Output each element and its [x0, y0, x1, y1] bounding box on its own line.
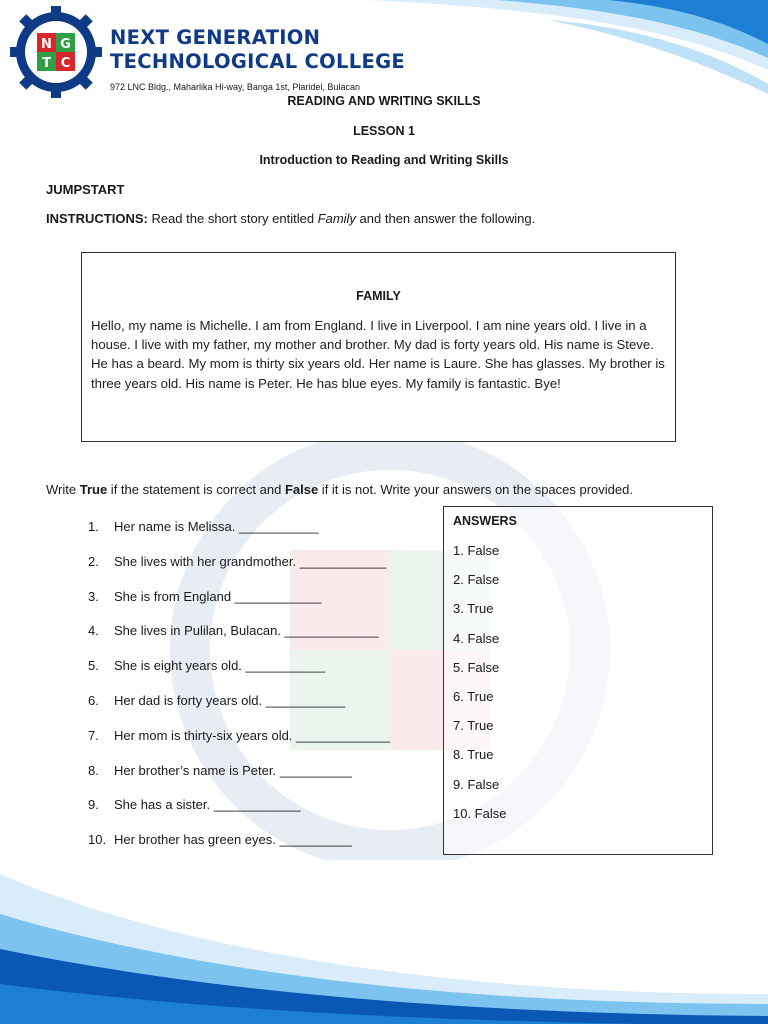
question-item [88, 831, 390, 866]
question-text: Her brother has green eyes. __________ [114, 832, 352, 848]
question-number: 3. [88, 588, 99, 604]
question-item [88, 588, 390, 623]
answer-item: 3. True [453, 601, 494, 617]
footer-swoosh-graphic [0, 854, 768, 1024]
section-heading: JUMPSTART [46, 182, 125, 197]
story-title: FAMILY [356, 289, 401, 303]
question-item [88, 622, 390, 657]
answers-title: ANSWERS [453, 514, 517, 528]
question-item [88, 762, 390, 797]
instructions-before: Read the short story entitled [147, 211, 318, 226]
seal-letter-g: G [60, 37, 71, 52]
story-name: Family [317, 211, 356, 226]
instructions-label: INSTRUCTIONS: [46, 211, 148, 226]
task-instructions [46, 482, 633, 497]
college-seal-logo [10, 6, 102, 98]
lesson-number: LESSON 1 [353, 124, 415, 138]
question-item [88, 553, 390, 588]
task-part-2: if the statement is correct and [107, 482, 285, 497]
answer-item: 8. True [453, 747, 494, 763]
college-name-line2: TECHNOLOGICAL COLLEGE [110, 50, 406, 73]
question-text: She has a sister. ____________ [114, 797, 301, 813]
question-text: She lives with her grandmother. ____________ [114, 553, 387, 569]
answer-item: 4. False [453, 630, 500, 646]
question-text: Her brother’s name is Peter. __________ [114, 762, 353, 778]
task-part-1: Write [46, 482, 80, 497]
question-number: 6. [88, 692, 99, 708]
question-item [88, 657, 390, 692]
answer-item: 6. True [453, 688, 494, 704]
subject-title: READING AND WRITING SKILLS [287, 94, 481, 108]
question-number: 5. [88, 658, 99, 674]
question-number: 9. [88, 797, 99, 813]
question-item [88, 727, 390, 762]
question-number: 2. [88, 553, 99, 569]
question-text: Her mom is thirty-six years old. _____________ [114, 727, 391, 743]
instructions-after: and then answer the following. [355, 211, 536, 226]
answer-item: 1. False [453, 543, 500, 558]
task-false-word: False [284, 482, 319, 497]
question-number: 4. [88, 623, 99, 639]
answer-item: 7. True [453, 718, 494, 734]
answer-item: 9. False [453, 776, 500, 792]
question-number: 7. [88, 727, 99, 743]
question-number: 1. [88, 519, 99, 534]
college-address: 972 LNC Bldg., Maharlika Hi-way, Banga 1st, Plaridel, Bulacan [110, 82, 360, 92]
question-text: Her name is Melissa. ___________ [114, 519, 319, 534]
task-true-word: True [79, 482, 108, 497]
instructions-text [46, 211, 535, 226]
question-item [88, 518, 390, 553]
question-number: 8. [88, 762, 99, 778]
lesson-title: Introduction to Reading and Writing Skills [259, 153, 509, 167]
answer-item: 10. False [453, 805, 507, 821]
question-text: She is eight years old. ___________ [114, 658, 326, 674]
question-item [88, 692, 390, 727]
answer-item: 5. False [453, 659, 500, 675]
question-list [88, 518, 390, 866]
question-text: She is from England ____________ [114, 588, 322, 604]
question-item [88, 796, 390, 831]
story-text: Hello, my name is Michelle. I am from England. I live in Liverpool. I am nine years old. I live in a house. I live with my father, my mother and brother. My dad is forty years old. His name is Steve. He has a beard. My mom is thirty six years old. Her name is Laure. She has glasses. My brother is three years old. His name is Peter. He has blue eyes. My family is fantastic. Bye! [91, 318, 665, 391]
answer-item: 2. False [453, 572, 500, 588]
answers-list [453, 542, 506, 834]
question-text: She lives in Pulilan, Bulacan. _____________ [114, 623, 379, 639]
task-part-3: if it is not. Write your answers on the spaces provided. [318, 482, 633, 497]
college-header [10, 6, 430, 94]
college-name-line1: NEXT GENERATION [110, 26, 321, 49]
college-name [110, 26, 405, 74]
seal-letter-c: C [60, 56, 71, 71]
seal-letter-t: T [42, 56, 51, 71]
answers-box [443, 506, 713, 855]
story-box [81, 252, 676, 442]
question-text: Her dad is forty years old. ___________ [114, 692, 346, 708]
question-number: 10. [88, 832, 107, 848]
seal-letter-n: N [41, 37, 52, 52]
